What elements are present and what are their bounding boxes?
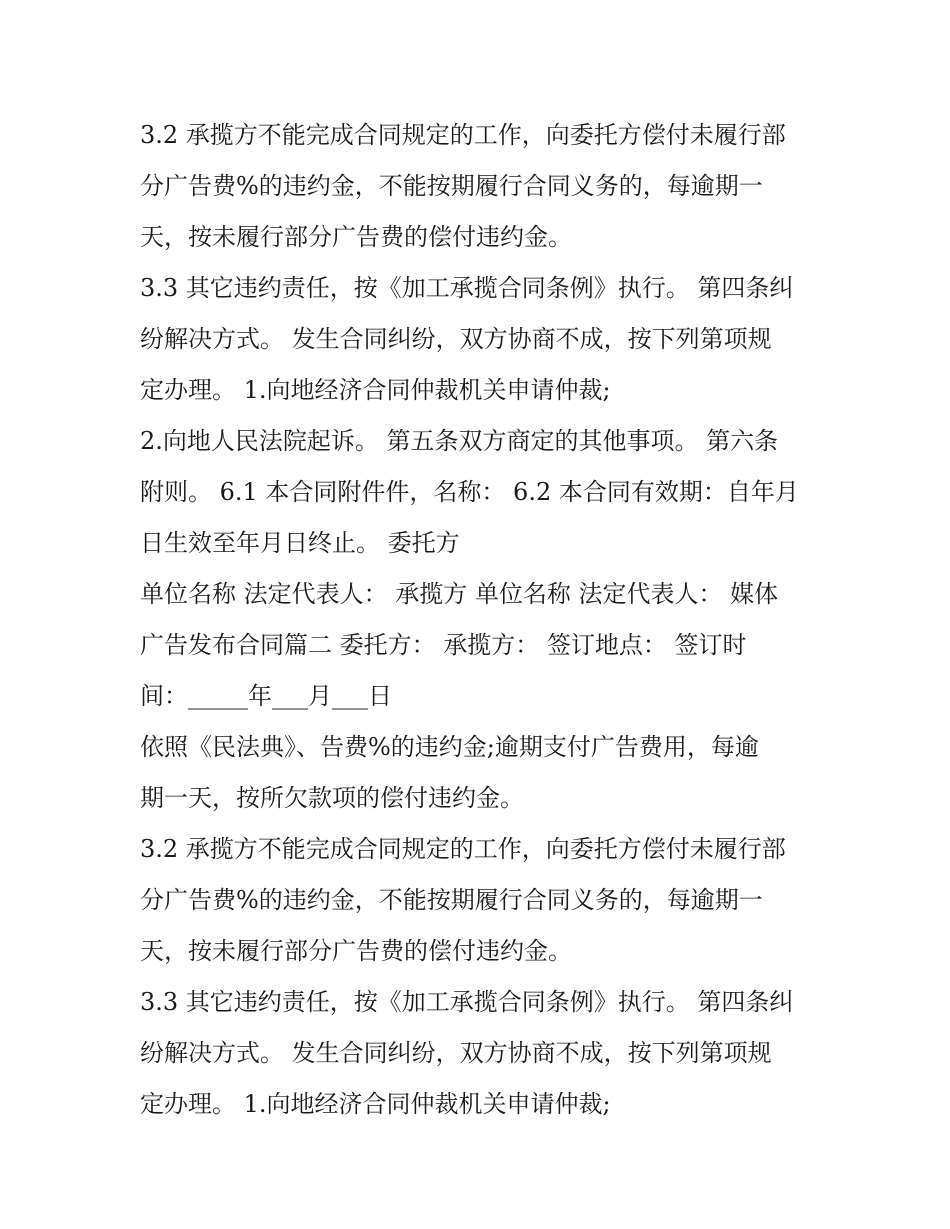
text-line: 纷解决方式。 发生合同纠纷，双方协商不成，按下列第项规 <box>140 1039 772 1067</box>
text-line: 广告发布合同篇二 委托方： 承揽方： 签订地点： 签订时 <box>140 631 747 659</box>
text-line: 单位名称 法定代表人： 承揽方 单位名称 法定代表人： 媒体 <box>140 580 779 608</box>
contract-body-text <box>140 110 820 1130</box>
text-line: 3.2 承揽方不能完成合同规定的工作，向委托方偿付未履行部 <box>140 121 786 149</box>
text-line: 期一天，按所欠款项的偿付违约金。 <box>140 784 524 812</box>
text-line: 3.3 其它违约责任，按《加工承揽合同条例》执行。 第四条纠 <box>140 988 794 1016</box>
text-line: 分广告费%的违约金，不能按期履行合同义务的，每逾期一 <box>140 172 763 200</box>
text-line: 天，按未履行部分广告费的偿付违约金。 <box>140 223 572 251</box>
text-line: 分广告费%的违约金，不能按期履行合同义务的，每逾期一 <box>140 886 763 914</box>
text-line: 天，按未履行部分广告费的偿付违约金。 <box>140 937 572 965</box>
text-line: 3.3 其它违约责任，按《加工承揽合同条例》执行。 第四条纠 <box>140 274 794 302</box>
text-line: 日生效至年月日终止。 委托方 <box>140 529 460 557</box>
text-line: 附则。 6.1 本合同附件件，名称： 6.2 本合同有效期：自年月 <box>140 478 799 506</box>
text-line: 纷解决方式。 发生合同纠纷，双方协商不成，按下列第项规 <box>140 325 772 353</box>
text-line: 3.2 承揽方不能完成合同规定的工作，向委托方偿付未履行部 <box>140 835 786 863</box>
text-line: 定办理。 1.向地经济合同仲裁机关申请仲裁; <box>140 376 611 404</box>
text-line: 定办理。 1.向地经济合同仲裁机关申请仲裁; <box>140 1090 611 1118</box>
text-line: 2.向地人民法院起诉。 第五条双方商定的其他事项。 第六条 <box>140 427 779 455</box>
text-line: 依照《民法典》、告费%的违约金;逾期支付广告费用，每逾 <box>140 733 759 761</box>
text-line: 间：_____年___月___日 <box>140 682 392 710</box>
